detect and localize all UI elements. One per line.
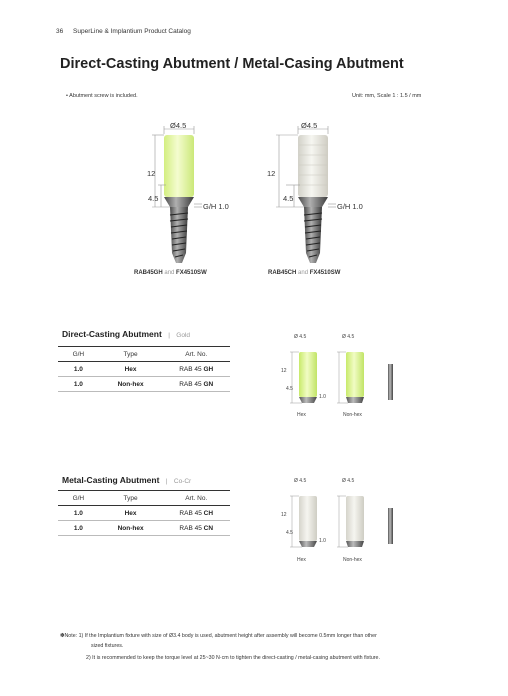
abutment-figure-cocr-large (254, 115, 394, 275)
table-row: 1.0 Non-hex RAB 45 GN (58, 377, 230, 392)
implant-fixture (304, 207, 322, 263)
hex-collar (164, 197, 194, 207)
footnote-1-cont: sized fixtures. (91, 643, 124, 649)
table-header-row: G/H Type Art. No. (58, 347, 230, 362)
table-row: 1.0 Hex RAB 45 CH (58, 506, 230, 521)
page-header (56, 28, 191, 35)
metal-casting-title: Metal-Casting Abutment | Co-Cr (62, 475, 192, 485)
cuff-label: 4.5 (286, 530, 293, 536)
gold-sleeve-hex (299, 352, 317, 397)
implant-fixture (170, 207, 188, 263)
nonhex-base (346, 397, 364, 403)
table-header-row: G/H Type Art. No. (58, 491, 230, 506)
table-row: 1.0 Non-hex RAB 45 CN (58, 521, 230, 536)
diameter-label: Ø4.5 (301, 121, 318, 130)
gold-sleeve (164, 135, 194, 197)
height-label: 12 (281, 368, 287, 374)
page-title: Direct-Casting Abutment / Metal-Casing Abutment (60, 56, 404, 72)
height-label: 12 (281, 512, 287, 518)
diameter-label: Ø 4.5 (342, 478, 355, 484)
gh-label: G/H 1.0 (337, 202, 363, 211)
height-label: 12 (147, 169, 156, 178)
screw-note: • Abutment screw is included. (66, 93, 138, 99)
hex-base (299, 397, 317, 403)
metal-casting-table (58, 490, 230, 536)
abutment-figure-gold-large (120, 115, 260, 275)
figure-label-hex: Hex (297, 412, 306, 418)
height-label: 12 (267, 169, 276, 178)
material-label: Gold (176, 332, 190, 339)
direct-casting-title: Direct-Casting Abutment | Gold (62, 329, 190, 339)
bullet-icon: • (66, 93, 70, 99)
cuff-label: 4.5 (286, 386, 293, 392)
table-row: 1.0 Hex RAB 45 GH (58, 362, 230, 377)
cuff-label: 4.5 (283, 194, 294, 203)
direct-casting-table (58, 346, 230, 392)
cuff-label: 4.5 (148, 194, 159, 203)
unit-note: Unit: mm, Scale 1 : 1.5 / mm (352, 93, 422, 99)
figure-caption-gold: RAB45GH and FX4510SW (134, 270, 207, 276)
diameter-label: Ø 4.5 (294, 334, 307, 340)
footnote-1: ✽Note: 1) If the Implantium fixture with size of Ø3.4 body is used, abutment height after assembly will become 0.5mm longer than other (60, 633, 377, 639)
gh-label: 1.0 (319, 538, 326, 544)
material-label: Co-Cr (173, 478, 192, 485)
diameter-label: Ø 4.5 (294, 478, 307, 484)
cocr-sleeve-nonhex (346, 496, 364, 541)
figure-label-hex: Hex (297, 557, 306, 563)
cocr-sleeve (298, 135, 328, 197)
footnote-2: 2) It is recommended to keep the torque level at 25~30 N·cm to tighten the direct-casting / metal-casing abutment with fixture. (86, 655, 380, 661)
nonhex-base (346, 541, 364, 547)
figure-caption-cocr: RAB45CH and FX4510SW (268, 270, 341, 276)
hex-collar (298, 197, 328, 207)
figure-label-nonhex: Non-hex (343, 557, 362, 563)
note-mark-icon: ✽ (60, 633, 65, 639)
gh-label: G/H 1.0 (203, 202, 229, 211)
page-number: 36 (56, 28, 64, 35)
hex-base (299, 541, 317, 547)
gold-sleeve-nonhex (346, 352, 364, 397)
figure-label-nonhex: Non-hex (343, 412, 362, 418)
diameter-label: Ø4.5 (170, 121, 187, 130)
diameter-label: Ø 4.5 (342, 334, 355, 340)
cocr-sleeve-hex (299, 496, 317, 541)
abutment-screw (388, 508, 393, 544)
catalog-title: SuperLine & Implantium Product Catalog (73, 28, 191, 35)
gh-label: 1.0 (319, 394, 326, 400)
abutment-screw (388, 364, 393, 400)
